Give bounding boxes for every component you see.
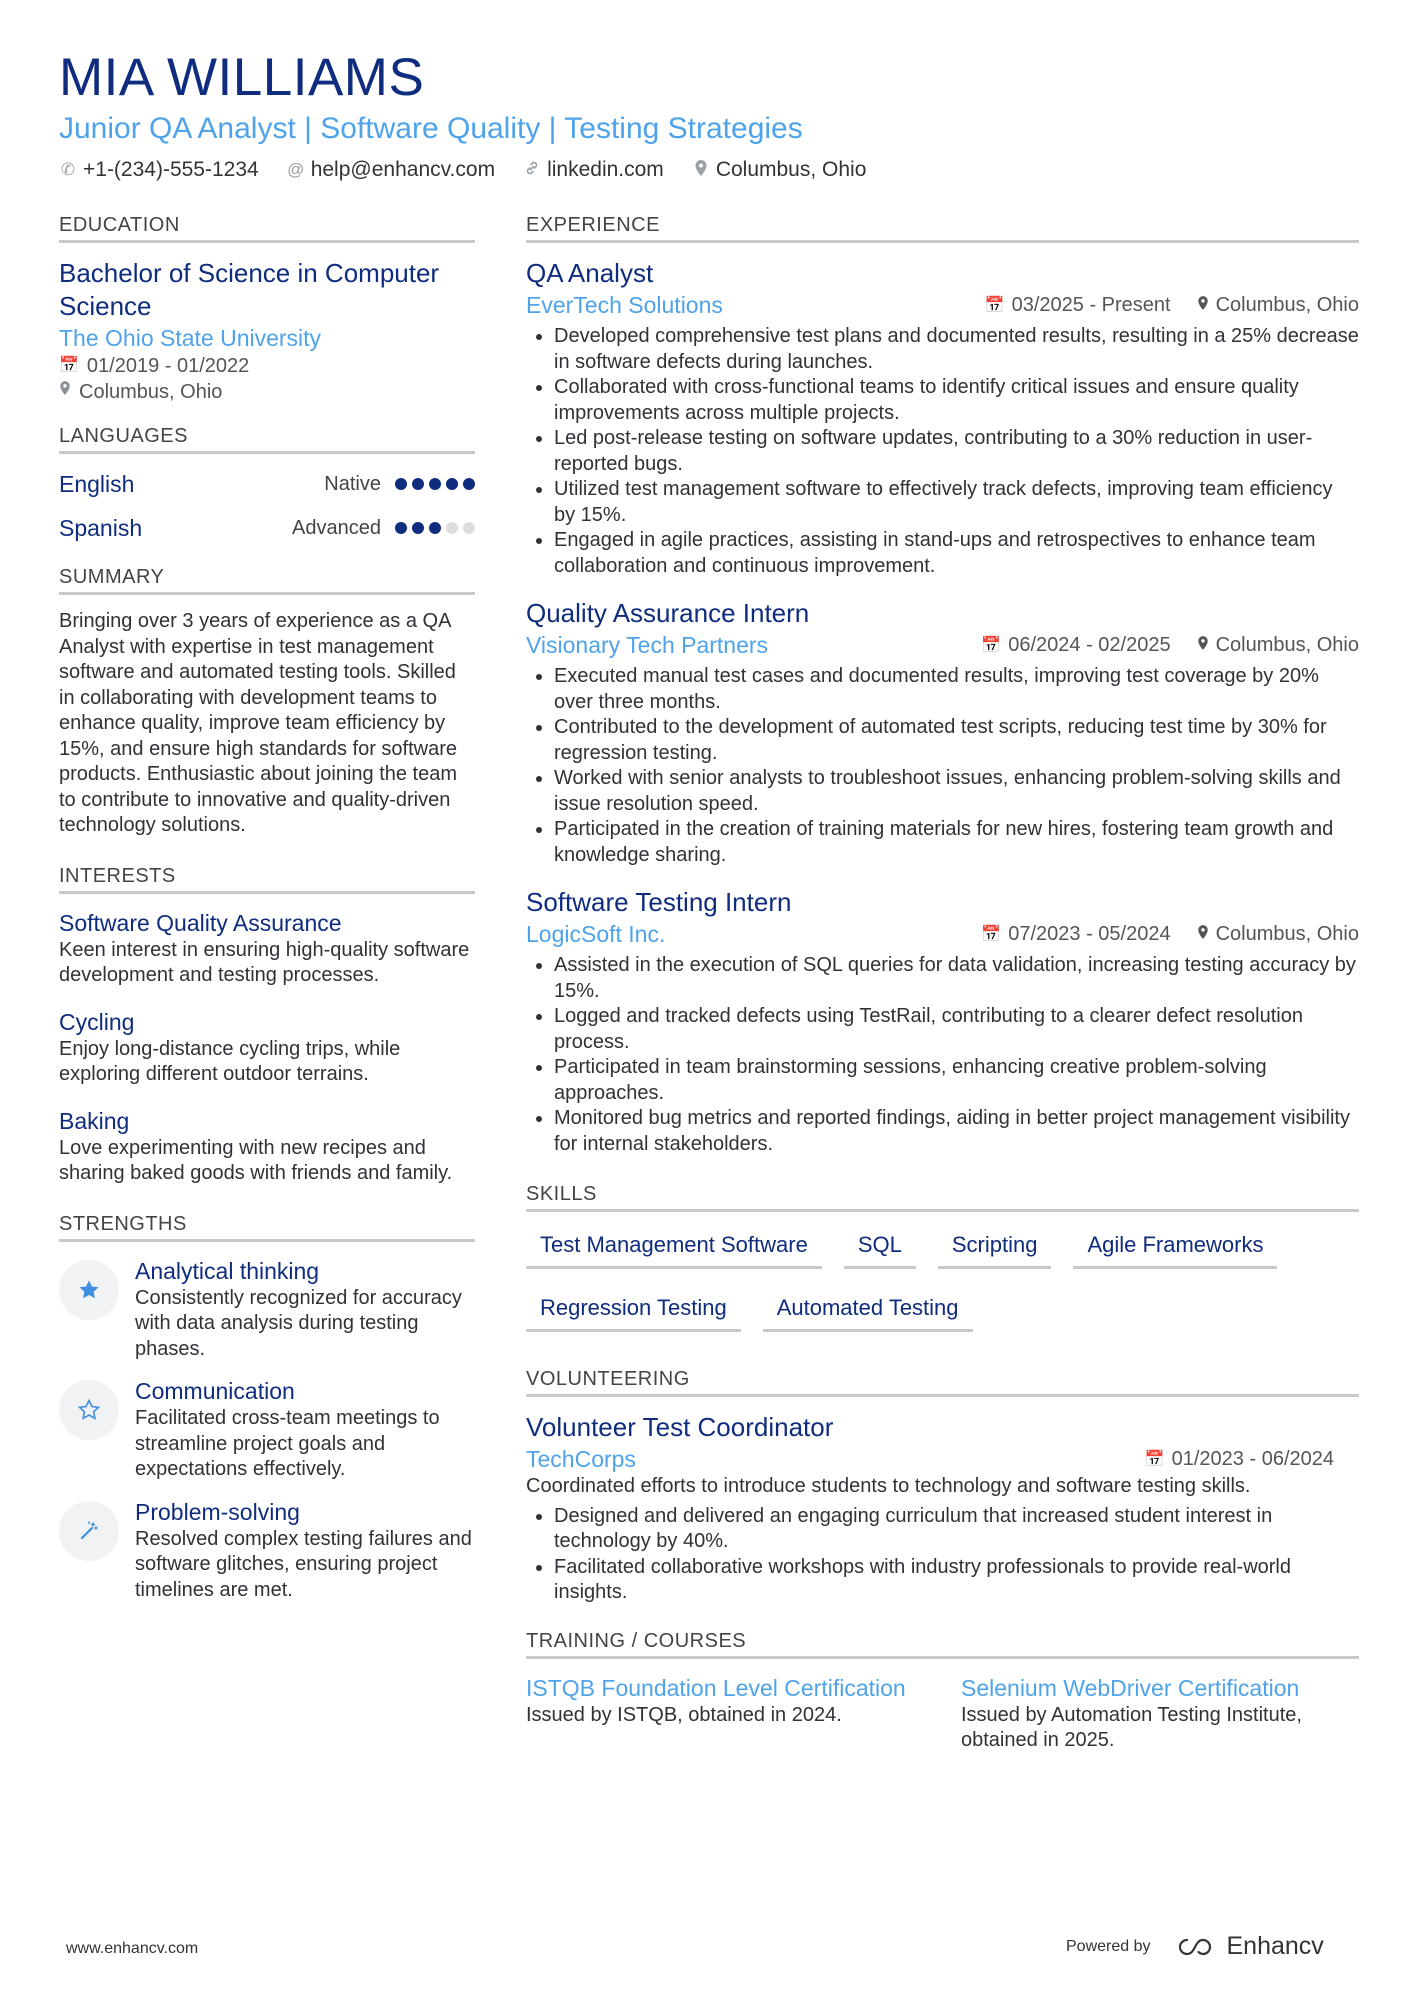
left-column (59, 214, 475, 1617)
summary-heading: SUMMARY (59, 566, 475, 595)
bullet: • Logged and tracked defects using TestRail, contributing to a clearer defect resolution process. (554, 1004, 1359, 1055)
experience-company: LogicSoft Inc. (526, 921, 666, 947)
bullet: • Monitored bug metrics and reported findings, aiding in better project management visibility for internal stakeholders. (554, 1106, 1359, 1157)
language-row (59, 512, 475, 544)
interest-title: Software Quality Assurance (59, 909, 342, 936)
contact-location (692, 158, 867, 182)
link-icon (523, 160, 541, 181)
enhancv-logo[interactable] (1173, 1932, 1324, 1961)
proficiency-dot-empty (463, 522, 475, 534)
language-level: Native (324, 472, 381, 495)
experience-role: QA Analyst (526, 258, 654, 288)
proficiency-dot-filled (429, 478, 441, 490)
language-proficiency-dots (395, 522, 475, 534)
education-location-text: Columbus, Ohio (79, 381, 223, 403)
experience-item (526, 257, 1359, 579)
course-text: Issued by ISTQB, obtained in 2024. (526, 1703, 842, 1726)
experience-company: Visionary Tech Partners (526, 632, 769, 658)
enhancv-logo-icon (1173, 1936, 1217, 1958)
course-item (526, 1673, 921, 1754)
bullet: • Worked with senior analysts to troubleshoot issues, enhancing problem-solving skills and issue resolution speed. (554, 766, 1359, 817)
powered-by-label: Powered by (1066, 1937, 1151, 1955)
enhancv-logo-text: Enhancv (1226, 1932, 1324, 1960)
magic-wand-icon (59, 1501, 119, 1561)
experience-role: Quality Assurance Intern (526, 598, 810, 628)
skill-tag: Agile Frameworks (1073, 1226, 1277, 1269)
interest-title: Baking (59, 1107, 130, 1134)
skill-tag: SQL (844, 1226, 916, 1269)
volunteering-bullets (526, 1504, 1359, 1606)
bullet: • Designed and delivered an engaging curriculum that increased student interest in technology by 40%. (554, 1504, 1359, 1555)
experience-dates: 07/2023 - 05/2024 (1008, 922, 1171, 945)
proficiency-dot-filled (463, 478, 475, 490)
experience-bullets (526, 324, 1359, 579)
bullet: • Utilized test management software to effectively track defects, improving team efficiency by 15%. (554, 477, 1359, 528)
skill-tag: Automated Testing (763, 1289, 973, 1332)
bullet: • Contributed to the development of automated test scripts, reducing test time by 30% for regression testing. (554, 715, 1359, 766)
experience-role: Software Testing Intern (526, 887, 792, 917)
experience-bullets (526, 664, 1359, 868)
experience-location: Columbus, Ohio (1215, 633, 1359, 656)
location-icon (1197, 295, 1209, 316)
calendar-icon: 📅 (1144, 1451, 1165, 1468)
skills-list (526, 1226, 1359, 1332)
contact-email[interactable] (287, 158, 495, 182)
education-school: The Ohio State University (59, 325, 322, 351)
volunteering-description: Coordinated efforts to introduce students to technology and software testing skills. (526, 1475, 1251, 1497)
strength-title: Problem-solving (135, 1498, 300, 1525)
language-name: Spanish (59, 514, 143, 541)
courses-list (526, 1673, 1359, 1754)
experience-location: Columbus, Ohio (1215, 293, 1359, 316)
education-location (59, 379, 475, 405)
calendar-icon: 📅 (981, 637, 1002, 654)
proficiency-dot-filled (429, 522, 441, 534)
phone-icon: ✆ (60, 160, 76, 179)
star-filled-icon (59, 1260, 119, 1320)
strength-title: Communication (135, 1378, 295, 1404)
volunteering-org: TechCorps (526, 1446, 636, 1472)
resume-page (59, 48, 1360, 1751)
proficiency-dot-empty (446, 522, 458, 534)
experience-dates: 06/2024 - 02/2025 (1008, 633, 1171, 656)
calendar-icon: 📅 (59, 357, 79, 374)
bullet: • Executed manual test cases and documented results, improving test coverage by 20% over three months. (554, 664, 1359, 715)
calendar-icon: 📅 (981, 926, 1002, 943)
bullet: • Assisted in the execution of SQL queries for data validation, increasing testing accuracy by 15%. (554, 953, 1359, 1004)
proficiency-dot-filled (446, 478, 458, 490)
bullet: • Developed comprehensive test plans and documented results, resulting in a 25% decrease in software defects during launches. (554, 324, 1359, 375)
education-heading: EDUCATION (59, 214, 475, 243)
contact-bar (59, 158, 1360, 182)
skills-heading: SKILLS (526, 1183, 1359, 1212)
course-title: ISTQB Foundation Level Certification (526, 1674, 906, 1701)
calendar-icon: 📅 (984, 297, 1005, 314)
experience-company: EverTech Solutions (526, 292, 723, 318)
experience-item (526, 886, 1359, 1157)
bullet: • Collaborated with cross-functional teams to identify critical issues and ensure quality improvements across multiple projects. (554, 375, 1359, 426)
footer-website[interactable]: www.enhancv.com (66, 1940, 199, 1957)
skill-tag: Scripting (938, 1226, 1052, 1269)
strength-item (59, 1376, 475, 1483)
contact-linkedin[interactable] (523, 158, 664, 182)
bullet: • Participated in the creation of training materials for new hires, fostering team growth and knowledge sharing. (554, 817, 1359, 868)
location-icon (1197, 924, 1209, 945)
experience-location: Columbus, Ohio (1215, 922, 1359, 945)
interest-text: Love experimenting with new recipes and sharing baked goods with friends and family. (59, 1136, 453, 1184)
language-name: English (59, 470, 135, 497)
strength-item (59, 1256, 475, 1363)
course-text: Issued by Automation Testing Institute, obtained in 2025. (961, 1703, 1302, 1751)
course-title: Selenium WebDriver Certification (961, 1674, 1300, 1701)
bullet: • Participated in team brainstorming sessions, enhancing creative problem-solving approaches. (554, 1055, 1359, 1106)
star-outline-icon (59, 1380, 119, 1440)
education-degree: Bachelor of Science in Computer Science (59, 258, 440, 321)
strength-text: Resolved complex testing failures and software glitches, ensuring project timelines are met. (135, 1527, 472, 1601)
proficiency-dot-filled (395, 478, 407, 490)
bullet: • Led post-release testing on software updates, contributing to a 30% reduction in user-reported bugs. (554, 426, 1359, 477)
candidate-title: Junior QA Analyst | Software Quality | Testing Strategies (59, 112, 803, 145)
at-icon: @ (287, 160, 305, 179)
bullet: • Facilitated collaborative workshops with industry professionals to provide real-world insights. (554, 1555, 1359, 1606)
contact-location-text: Columbus, Ohio (715, 158, 867, 181)
training-heading: TRAINING / COURSES (526, 1630, 1359, 1659)
interest-title: Cycling (59, 1008, 135, 1035)
volunteering-dates: 01/2023 - 06/2024 (1171, 1447, 1334, 1470)
strength-title: Analytical thinking (135, 1257, 320, 1284)
contact-phone-text: +1-(234)-555-1234 (83, 158, 259, 181)
interests-heading: INTERESTS (59, 865, 475, 894)
experience-item (526, 597, 1359, 868)
bullet: • Engaged in agile practices, assisting in stand-ups and retrospectives to enhance team collaboration and continuous improvement. (554, 528, 1359, 579)
location-icon (1197, 635, 1209, 656)
interest-text: Enjoy long-distance cycling trips, while exploring different outdoor terrains. (59, 1037, 401, 1085)
languages-heading: LANGUAGES (59, 425, 475, 454)
skill-tag: Test Management Software (526, 1226, 822, 1269)
location-icon (692, 159, 710, 182)
language-proficiency-dots (395, 478, 475, 490)
volunteering-heading: VOLUNTEERING (526, 1368, 1359, 1397)
education-dates (59, 353, 475, 379)
strengths-heading: STRENGTHS (59, 1213, 475, 1242)
interest-text: Keen interest in ensuring high-quality software development and testing processes. (59, 938, 470, 986)
experience-dates: 03/2025 - Present (1011, 293, 1171, 316)
volunteering-role: Volunteer Test Coordinator (526, 1412, 834, 1442)
proficiency-dot-filled (412, 522, 424, 534)
strength-text: Consistently recognized for accuracy with data analysis during testing phases. (135, 1286, 462, 1360)
footer-branding (1066, 1932, 1324, 1961)
education-dates-text: 01/2019 - 01/2022 (86, 355, 250, 377)
proficiency-dot-filled (395, 522, 407, 534)
contact-phone[interactable] (59, 158, 259, 182)
right-column (526, 214, 1359, 1754)
strength-item (59, 1497, 475, 1604)
experience-heading: EXPERIENCE (526, 214, 1359, 243)
language-level: Advanced (292, 516, 381, 539)
course-item (961, 1673, 1356, 1754)
language-row (59, 468, 475, 500)
experience-bullets (526, 953, 1359, 1157)
strength-text: Facilitated cross-team meetings to streamline project goals and expectations effectively. (135, 1407, 440, 1480)
summary-text: Bringing over 3 years of experience as a QA Analyst with expertise in test management software and automated testing tools. Skilled in collaborating with development teams to enhance quality, improve team efficiency by 15%, and ensure high standards for software products. Enthusiastic about joining the team to contribute to innovative and quality-driven technology solutions. (59, 610, 458, 836)
location-icon (59, 379, 71, 405)
proficiency-dot-filled (412, 478, 424, 490)
candidate-name: MIA WILLIAMS (59, 48, 425, 107)
contact-email-text: help@enhancv.com (310, 158, 496, 181)
contact-linkedin-text: linkedin.com (547, 158, 664, 181)
skill-tag: Regression Testing (526, 1289, 741, 1332)
